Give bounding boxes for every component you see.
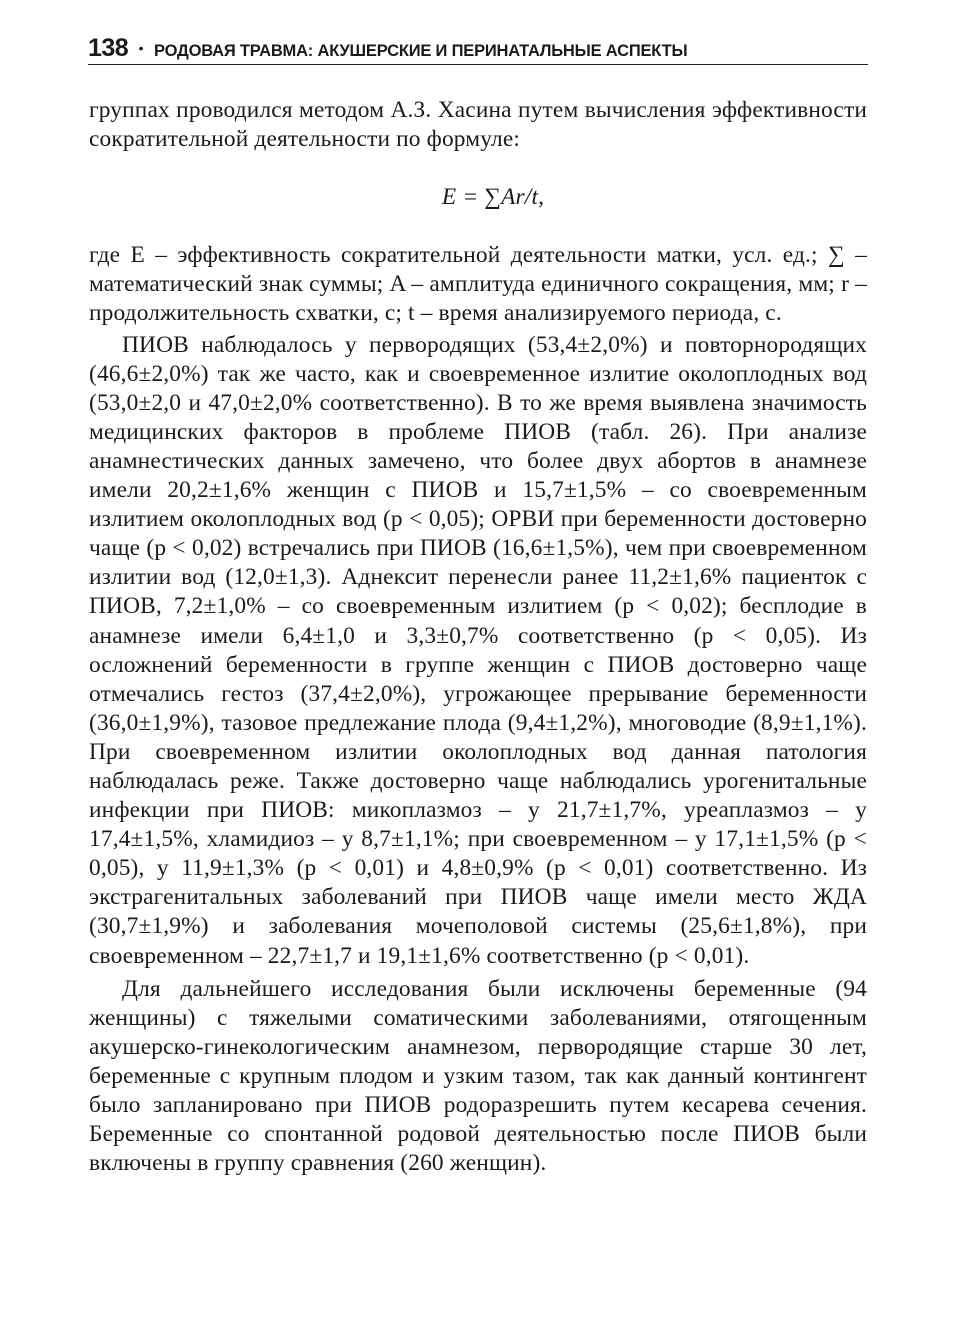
page-body [89, 96, 867, 1178]
page-number: 138 [88, 34, 129, 62]
paragraph-2: Для дальнейшего исследования были исключены беременные (94 женщины) с тяжелыми соматическими заболеваниями, отягощенным акушерско-гинекологическим анамнезом, первородящие старше 30 лет, беременные с крупным плодом и узким тазом, так как данный контингент было запланировано при ПИОВ родоразрешить путем кесарева сечения. Беременные со спонтанной родовой деятельностью после ПИОВ были включены в группу сравнения (260 женщин). [89, 975, 867, 1177]
formula: E = ∑Ar/t, [441, 184, 545, 211]
paragraph-1: ПИОВ наблюдалось у первородящих (53,4±2,0%) и повторнородящих (46,6±2,0%) так же часто, как и своевременное излитие околоплодных вод (53,0±2,0 и 47,0±2,0% соответственно). В то же время выявлена значимость медицинских факторов в проблеме ПИОВ (табл. 26). При анализе анамнестических данных замечено, что более двух абортов в анамнезе имели 20,2±1,6% женщин с ПИОВ и 15,7±1,5% – со своевременным излитием околоплодных вод (p < 0,05); ОРВИ при беременности достоверно чаще (p < 0,02) встречались при ПИОВ (16,6±1,5%), чем при своевременном излитии вод (12,0±1,3). Аднексит перенесли ранее 11,2±1,6% пациенток с ПИОВ, 7,2±1,0% – со своевременным излитием (p < 0,02); бесплодие в анамнезе имели 6,4±1,0 и 3,3±0,7% соответственно (p < 0,05). Из осложнений беременности в группе женщин с ПИОВ достоверно чаще отмечались гестоз (37,4±2,0%), угрожающее прерывание беременности (36,0±1,9%), тазовое предлежание плода (9,4±1,2%), многоводие (8,9±1,1%). При своевременном излитии околоплодных вод данная патология наблюдалась реже. Также достоверно чаще наблюдались урогенитальные инфекции при ПИОВ: микоплазмоз – у 21,7±1,7%, уреаплазмоз – у 17,4±1,5%, хламидиоз – у 8,7±1,1%; при своевременном – у 17,1±1,5% (p < 0,05), у 11,9±1,3% (p < 0,01) и 4,8±0,9% (p < 0,01) соответственно. Из экстрагенитальных заболеваний при ПИОВ чаще имели место ЖДА (30,7±1,9%) и заболевания мочеполовой системы (25,6±1,8%), при своевременном – 22,7±1,7 и 19,1±1,6% соответственно (p < 0,01). [89, 331, 867, 969]
formula-legend: где E – эффективность сократительной деятельности матки, усл. ед.; ∑ – математический знак суммы; A – амплитуда единичного сокращения, мм; r – продолжительность схватки, с; t – время анализируемого периода, с. [89, 242, 867, 327]
running-title: РОДОВАЯ ТРАВМА: АКУШЕРСКИЕ И ПЕРИНАТАЛЬНЫЕ АСПЕКТЫ [154, 42, 688, 60]
running-header [88, 34, 868, 64]
intro-paragraph: группах проводился методом А.З. Хасина путем вычисления эффективности сократительной деятельности по формуле: [89, 97, 867, 153]
header-bullet: • [138, 40, 144, 56]
header-rule [88, 64, 868, 65]
